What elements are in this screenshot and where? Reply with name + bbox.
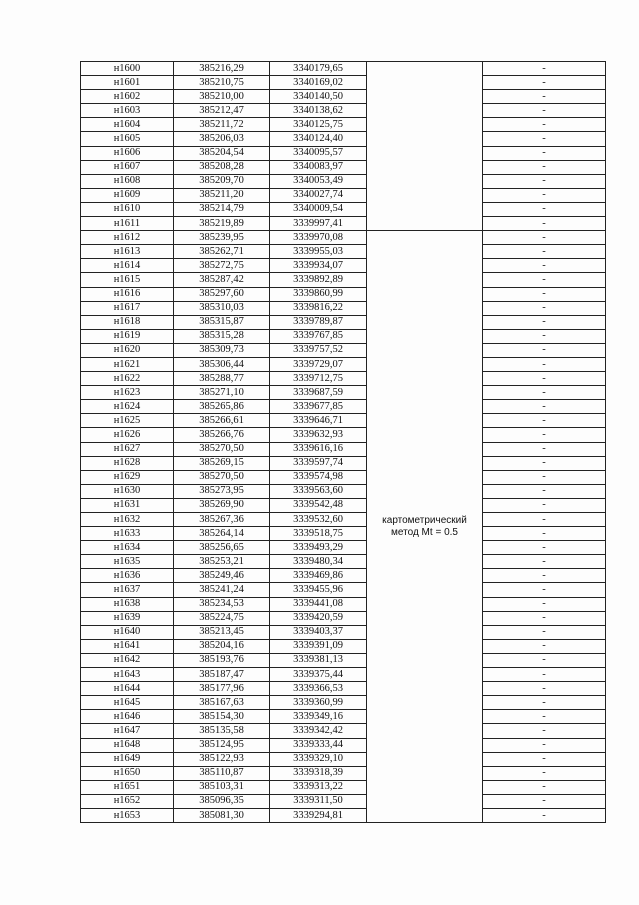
accuracy-cell: - <box>483 442 606 456</box>
y-coordinate-cell: 3340138,62 <box>270 104 367 118</box>
table-row <box>81 752 606 766</box>
point-id-cell: н1606 <box>81 146 174 160</box>
point-id-cell: н1639 <box>81 611 174 625</box>
point-id-cell: н1616 <box>81 287 174 301</box>
table-row <box>81 639 606 653</box>
accuracy-cell: - <box>483 301 606 315</box>
y-coordinate-cell: 3339403,37 <box>270 625 367 639</box>
table-row <box>81 682 606 696</box>
table-row <box>81 174 606 188</box>
point-id-cell: н1621 <box>81 357 174 371</box>
y-coordinate-cell: 3339757,52 <box>270 343 367 357</box>
x-coordinate-cell: 385309,73 <box>174 343 270 357</box>
point-id-cell: н1619 <box>81 329 174 343</box>
table-row <box>81 273 606 287</box>
y-coordinate-cell: 3340053,49 <box>270 174 367 188</box>
x-coordinate-cell: 385234,53 <box>174 597 270 611</box>
table-row <box>81 259 606 273</box>
x-coordinate-cell: 385306,44 <box>174 357 270 371</box>
coordinates-table-body <box>81 62 606 823</box>
table-row <box>81 766 606 780</box>
x-coordinate-cell: 385266,61 <box>174 414 270 428</box>
x-coordinate-cell: 385269,90 <box>174 498 270 512</box>
method-cell <box>367 231 483 823</box>
table-row <box>81 653 606 667</box>
x-coordinate-cell: 385210,00 <box>174 90 270 104</box>
y-coordinate-cell: 3339493,29 <box>270 541 367 555</box>
x-coordinate-cell: 385193,76 <box>174 653 270 667</box>
point-id-cell: н1605 <box>81 132 174 146</box>
table-row <box>81 555 606 569</box>
x-coordinate-cell: 385262,71 <box>174 245 270 259</box>
method-cell-upper <box>367 62 483 231</box>
accuracy-cell: - <box>483 315 606 329</box>
accuracy-cell: - <box>483 76 606 90</box>
y-coordinate-cell: 3339518,75 <box>270 527 367 541</box>
x-coordinate-cell: 385241,24 <box>174 583 270 597</box>
x-coordinate-cell: 385315,87 <box>174 315 270 329</box>
accuracy-cell: - <box>483 682 606 696</box>
point-id-cell: н1612 <box>81 231 174 245</box>
accuracy-cell: - <box>483 668 606 682</box>
table-row <box>81 357 606 371</box>
accuracy-cell: - <box>483 386 606 400</box>
point-id-cell: н1649 <box>81 752 174 766</box>
table-row <box>81 287 606 301</box>
accuracy-cell: - <box>483 541 606 555</box>
table-row <box>81 400 606 414</box>
y-coordinate-cell: 3340169,02 <box>270 76 367 90</box>
table-row <box>81 202 606 216</box>
y-coordinate-cell: 3339767,85 <box>270 329 367 343</box>
point-id-cell: н1637 <box>81 583 174 597</box>
x-coordinate-cell: 385272,75 <box>174 259 270 273</box>
point-id-cell: н1640 <box>81 625 174 639</box>
accuracy-cell: - <box>483 132 606 146</box>
point-id-cell: н1653 <box>81 808 174 822</box>
x-coordinate-cell: 385219,89 <box>174 217 270 231</box>
accuracy-cell: - <box>483 90 606 104</box>
x-coordinate-cell: 385264,14 <box>174 527 270 541</box>
accuracy-cell: - <box>483 231 606 245</box>
x-coordinate-cell: 385287,42 <box>174 273 270 287</box>
y-coordinate-cell: 3339342,42 <box>270 724 367 738</box>
accuracy-cell: - <box>483 357 606 371</box>
x-coordinate-cell: 385269,15 <box>174 456 270 470</box>
x-coordinate-cell: 385297,60 <box>174 287 270 301</box>
accuracy-cell: - <box>483 738 606 752</box>
point-id-cell: н1631 <box>81 498 174 512</box>
table-row <box>81 329 606 343</box>
accuracy-cell: - <box>483 104 606 118</box>
x-coordinate-cell: 385210,75 <box>174 76 270 90</box>
table-row <box>81 231 606 245</box>
y-coordinate-cell: 3339955,03 <box>270 245 367 259</box>
accuracy-cell: - <box>483 766 606 780</box>
accuracy-cell: - <box>483 343 606 357</box>
table-row <box>81 132 606 146</box>
x-coordinate-cell: 385103,31 <box>174 780 270 794</box>
accuracy-cell: - <box>483 160 606 174</box>
table-row <box>81 724 606 738</box>
y-coordinate-cell: 3339892,89 <box>270 273 367 287</box>
x-coordinate-cell: 385204,54 <box>174 146 270 160</box>
table-row <box>81 62 606 76</box>
accuracy-cell: - <box>483 710 606 724</box>
y-coordinate-cell: 3339318,39 <box>270 766 367 780</box>
y-coordinate-cell: 3339970,08 <box>270 231 367 245</box>
table-row <box>81 386 606 400</box>
x-coordinate-cell: 385256,65 <box>174 541 270 555</box>
x-coordinate-cell: 385270,50 <box>174 470 270 484</box>
table-row <box>81 527 606 541</box>
y-coordinate-cell: 3339441,08 <box>270 597 367 611</box>
point-id-cell: н1636 <box>81 569 174 583</box>
point-id-cell: н1624 <box>81 400 174 414</box>
point-id-cell: н1602 <box>81 90 174 104</box>
y-coordinate-cell: 3339646,71 <box>270 414 367 428</box>
accuracy-cell: - <box>483 372 606 386</box>
y-coordinate-cell: 3339375,44 <box>270 668 367 682</box>
coordinates-table <box>80 61 606 823</box>
x-coordinate-cell: 385187,47 <box>174 668 270 682</box>
table-row <box>81 301 606 315</box>
y-coordinate-cell: 3340027,74 <box>270 188 367 202</box>
method-text-line: картометрический <box>382 514 467 526</box>
accuracy-cell: - <box>483 555 606 569</box>
x-coordinate-cell: 385209,70 <box>174 174 270 188</box>
accuracy-cell: - <box>483 597 606 611</box>
table-row <box>81 541 606 555</box>
point-id-cell: н1623 <box>81 386 174 400</box>
x-coordinate-cell: 385253,21 <box>174 555 270 569</box>
table-row <box>81 710 606 724</box>
point-id-cell: н1600 <box>81 62 174 76</box>
x-coordinate-cell: 385310,03 <box>174 301 270 315</box>
accuracy-cell: - <box>483 118 606 132</box>
accuracy-cell: - <box>483 273 606 287</box>
y-coordinate-cell: 3339420,59 <box>270 611 367 625</box>
table-row <box>81 625 606 639</box>
point-id-cell: н1652 <box>81 794 174 808</box>
table-row <box>81 118 606 132</box>
x-coordinate-cell: 385288,77 <box>174 372 270 386</box>
x-coordinate-cell: 385081,30 <box>174 808 270 822</box>
x-coordinate-cell: 385216,29 <box>174 62 270 76</box>
point-id-cell: н1625 <box>81 414 174 428</box>
x-coordinate-cell: 385154,30 <box>174 710 270 724</box>
point-id-cell: н1642 <box>81 653 174 667</box>
point-id-cell: н1626 <box>81 428 174 442</box>
point-id-cell: н1644 <box>81 682 174 696</box>
table-row <box>81 498 606 512</box>
accuracy-cell: - <box>483 794 606 808</box>
point-id-cell: н1647 <box>81 724 174 738</box>
y-coordinate-cell: 3339313,22 <box>270 780 367 794</box>
x-coordinate-cell: 385249,46 <box>174 569 270 583</box>
y-coordinate-cell: 3340095,57 <box>270 146 367 160</box>
y-coordinate-cell: 3339329,10 <box>270 752 367 766</box>
y-coordinate-cell: 3339816,22 <box>270 301 367 315</box>
accuracy-cell: - <box>483 724 606 738</box>
y-coordinate-cell: 3339616,16 <box>270 442 367 456</box>
y-coordinate-cell: 3339333,44 <box>270 738 367 752</box>
y-coordinate-cell: 3340083,97 <box>270 160 367 174</box>
x-coordinate-cell: 385096,35 <box>174 794 270 808</box>
y-coordinate-cell: 3339381,13 <box>270 653 367 667</box>
y-coordinate-cell: 3339542,48 <box>270 498 367 512</box>
y-coordinate-cell: 3339997,41 <box>270 217 367 231</box>
table-row <box>81 414 606 428</box>
y-coordinate-cell: 3339294,81 <box>270 808 367 822</box>
table-row <box>81 372 606 386</box>
accuracy-cell: - <box>483 752 606 766</box>
table-row <box>81 76 606 90</box>
table-row <box>81 794 606 808</box>
table-row <box>81 597 606 611</box>
y-coordinate-cell: 3339311,50 <box>270 794 367 808</box>
point-id-cell: н1614 <box>81 259 174 273</box>
y-coordinate-cell: 3339480,34 <box>270 555 367 569</box>
y-coordinate-cell: 3339677,85 <box>270 400 367 414</box>
point-id-cell: н1641 <box>81 639 174 653</box>
table-row <box>81 456 606 470</box>
x-coordinate-cell: 385271,10 <box>174 386 270 400</box>
point-id-cell: н1633 <box>81 527 174 541</box>
x-coordinate-cell: 385177,96 <box>174 682 270 696</box>
x-coordinate-cell: 385206,03 <box>174 132 270 146</box>
y-coordinate-cell: 3339469,86 <box>270 569 367 583</box>
table-row <box>81 668 606 682</box>
table-row <box>81 90 606 104</box>
point-id-cell: н1613 <box>81 245 174 259</box>
y-coordinate-cell: 3339563,60 <box>270 484 367 498</box>
table-row <box>81 343 606 357</box>
table-row <box>81 583 606 597</box>
point-id-cell: н1622 <box>81 372 174 386</box>
accuracy-cell: - <box>483 583 606 597</box>
point-id-cell: н1630 <box>81 484 174 498</box>
table-row <box>81 160 606 174</box>
x-coordinate-cell: 385110,87 <box>174 766 270 780</box>
y-coordinate-cell: 3340125,75 <box>270 118 367 132</box>
point-id-cell: н1632 <box>81 513 174 527</box>
accuracy-cell: - <box>483 780 606 794</box>
table-row <box>81 315 606 329</box>
table-row <box>81 738 606 752</box>
table-row <box>81 513 606 527</box>
accuracy-cell: - <box>483 456 606 470</box>
y-coordinate-cell: 3339934,07 <box>270 259 367 273</box>
point-id-cell: н1618 <box>81 315 174 329</box>
table-row <box>81 428 606 442</box>
point-id-cell: н1620 <box>81 343 174 357</box>
table-row <box>81 808 606 822</box>
y-coordinate-cell: 3339687,59 <box>270 386 367 400</box>
x-coordinate-cell: 385211,20 <box>174 188 270 202</box>
x-coordinate-cell: 385214,79 <box>174 202 270 216</box>
accuracy-cell: - <box>483 625 606 639</box>
x-coordinate-cell: 385270,50 <box>174 442 270 456</box>
y-coordinate-cell: 3340124,40 <box>270 132 367 146</box>
y-coordinate-cell: 3340009,54 <box>270 202 367 216</box>
point-id-cell: н1645 <box>81 696 174 710</box>
accuracy-cell: - <box>483 808 606 822</box>
point-id-cell: н1617 <box>81 301 174 315</box>
point-id-cell: н1604 <box>81 118 174 132</box>
y-coordinate-cell: 3339632,93 <box>270 428 367 442</box>
y-coordinate-cell: 3339729,07 <box>270 357 367 371</box>
point-id-cell: н1611 <box>81 217 174 231</box>
y-coordinate-cell: 3339391,09 <box>270 639 367 653</box>
point-id-cell: н1608 <box>81 174 174 188</box>
x-coordinate-cell: 385204,16 <box>174 639 270 653</box>
accuracy-cell: - <box>483 146 606 160</box>
accuracy-cell: - <box>483 639 606 653</box>
accuracy-cell: - <box>483 414 606 428</box>
y-coordinate-cell: 3339860,99 <box>270 287 367 301</box>
accuracy-cell: - <box>483 174 606 188</box>
x-coordinate-cell: 385267,36 <box>174 513 270 527</box>
point-id-cell: н1650 <box>81 766 174 780</box>
point-id-cell: н1601 <box>81 76 174 90</box>
x-coordinate-cell: 385135,58 <box>174 724 270 738</box>
y-coordinate-cell: 3339574,98 <box>270 470 367 484</box>
point-id-cell: н1646 <box>81 710 174 724</box>
x-coordinate-cell: 385213,45 <box>174 625 270 639</box>
accuracy-cell: - <box>483 188 606 202</box>
point-id-cell: н1648 <box>81 738 174 752</box>
method-text-line: метод Mt = 0.5 <box>391 526 458 538</box>
table-row <box>81 780 606 794</box>
x-coordinate-cell: 385122,93 <box>174 752 270 766</box>
point-id-cell: н1628 <box>81 456 174 470</box>
accuracy-cell: - <box>483 569 606 583</box>
point-id-cell: н1643 <box>81 668 174 682</box>
point-id-cell: н1603 <box>81 104 174 118</box>
accuracy-cell: - <box>483 611 606 625</box>
accuracy-cell: - <box>483 217 606 231</box>
point-id-cell: н1629 <box>81 470 174 484</box>
y-coordinate-cell: 3339349,16 <box>270 710 367 724</box>
accuracy-cell: - <box>483 62 606 76</box>
accuracy-cell: - <box>483 287 606 301</box>
y-coordinate-cell: 3340140,50 <box>270 90 367 104</box>
accuracy-cell: - <box>483 428 606 442</box>
x-coordinate-cell: 385266,76 <box>174 428 270 442</box>
point-id-cell: н1635 <box>81 555 174 569</box>
table-row <box>81 442 606 456</box>
table-row <box>81 188 606 202</box>
accuracy-cell: - <box>483 400 606 414</box>
accuracy-cell: - <box>483 513 606 527</box>
point-id-cell: н1609 <box>81 188 174 202</box>
accuracy-cell: - <box>483 498 606 512</box>
table-row <box>81 470 606 484</box>
accuracy-cell: - <box>483 696 606 710</box>
y-coordinate-cell: 3339366,53 <box>270 682 367 696</box>
point-id-cell: н1651 <box>81 780 174 794</box>
accuracy-cell: - <box>483 202 606 216</box>
table-row <box>81 146 606 160</box>
x-coordinate-cell: 385239,95 <box>174 231 270 245</box>
x-coordinate-cell: 385273,95 <box>174 484 270 498</box>
point-id-cell: н1615 <box>81 273 174 287</box>
y-coordinate-cell: 3339597,74 <box>270 456 367 470</box>
x-coordinate-cell: 385208,28 <box>174 160 270 174</box>
table-row <box>81 484 606 498</box>
y-coordinate-cell: 3339789,87 <box>270 315 367 329</box>
y-coordinate-cell: 3339360,99 <box>270 696 367 710</box>
x-coordinate-cell: 385224,75 <box>174 611 270 625</box>
point-id-cell: н1627 <box>81 442 174 456</box>
table-row <box>81 569 606 583</box>
point-id-cell: н1638 <box>81 597 174 611</box>
y-coordinate-cell: 3339532,60 <box>270 513 367 527</box>
point-id-cell: н1607 <box>81 160 174 174</box>
table-row <box>81 104 606 118</box>
table-row <box>81 696 606 710</box>
accuracy-cell: - <box>483 245 606 259</box>
x-coordinate-cell: 385315,28 <box>174 329 270 343</box>
table-row <box>81 611 606 625</box>
accuracy-cell: - <box>483 259 606 273</box>
accuracy-cell: - <box>483 527 606 541</box>
x-coordinate-cell: 385124,95 <box>174 738 270 752</box>
x-coordinate-cell: 385212,47 <box>174 104 270 118</box>
y-coordinate-cell: 3339712,75 <box>270 372 367 386</box>
table-row <box>81 245 606 259</box>
x-coordinate-cell: 385211,72 <box>174 118 270 132</box>
accuracy-cell: - <box>483 653 606 667</box>
point-id-cell: н1610 <box>81 202 174 216</box>
y-coordinate-cell: 3340179,65 <box>270 62 367 76</box>
x-coordinate-cell: 385167,63 <box>174 696 270 710</box>
accuracy-cell: - <box>483 470 606 484</box>
point-id-cell: н1634 <box>81 541 174 555</box>
x-coordinate-cell: 385265,86 <box>174 400 270 414</box>
accuracy-cell: - <box>483 484 606 498</box>
y-coordinate-cell: 3339455,96 <box>270 583 367 597</box>
table-row <box>81 217 606 231</box>
accuracy-cell: - <box>483 329 606 343</box>
